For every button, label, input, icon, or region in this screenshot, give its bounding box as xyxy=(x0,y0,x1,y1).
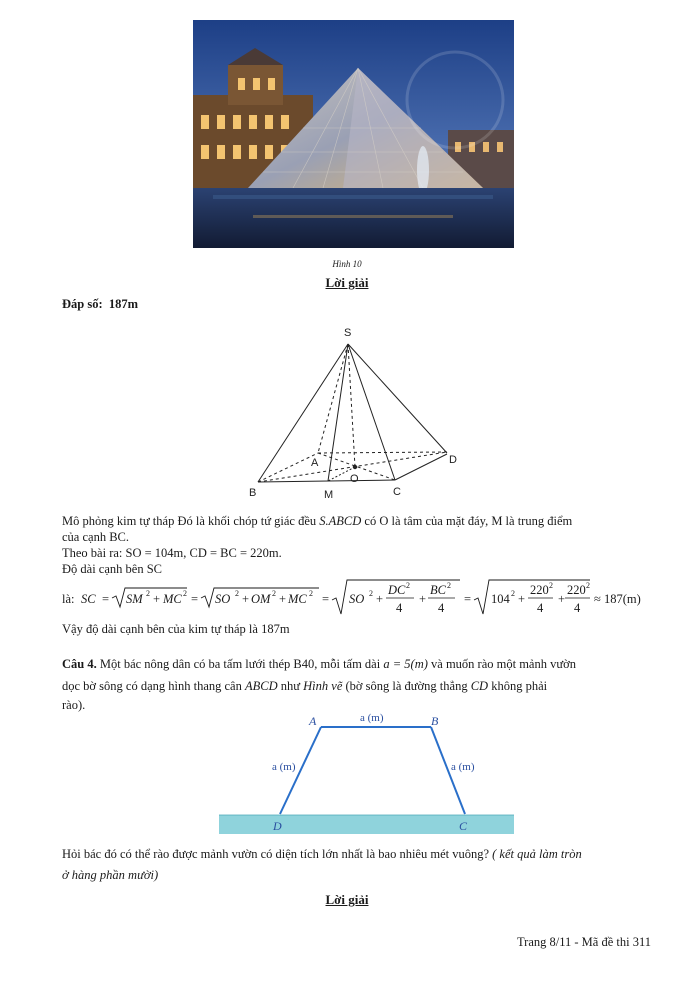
svg-text:+: + xyxy=(279,592,287,606)
label-right-a: a (m) xyxy=(451,761,475,773)
svg-text:+: + xyxy=(376,592,384,606)
desc-line-1: Mô phỏng kim tự tháp Đó là khối chóp tứ giác đều S.ABCD có O là tâm của mặt đáy, M là trung điểm xyxy=(62,514,573,528)
trapezoid-diagram xyxy=(219,708,514,838)
svg-text:=: = xyxy=(464,592,472,606)
question-4-line-2: dọc bờ sông có dạng hình thang cân ABCD như Hình vẽ (bờ sông là đường thẳng CD không phải xyxy=(62,679,548,693)
svg-text:2: 2 xyxy=(183,589,187,598)
svg-text:SC: SC xyxy=(81,592,96,606)
svg-text:4: 4 xyxy=(537,601,544,615)
label-trap-a: A xyxy=(309,714,317,728)
answer-label: Đáp số: xyxy=(62,297,103,311)
label-top-a: a (m) xyxy=(360,712,384,724)
label-d: D xyxy=(449,454,457,466)
label-b: B xyxy=(249,487,257,499)
label-left-a: a (m) xyxy=(272,761,296,773)
pyramid-diagram xyxy=(240,322,470,504)
desc-line-2: của cạnh BC. xyxy=(62,530,129,544)
point-o xyxy=(353,465,357,469)
svg-text:DC: DC xyxy=(388,583,406,597)
question-4-line-3: rào). xyxy=(62,698,86,712)
answer-line xyxy=(62,296,138,312)
svg-text:4: 4 xyxy=(396,601,403,615)
svg-text:là:: là: xyxy=(62,592,75,606)
edge-sd xyxy=(348,344,447,453)
svg-text:+: + xyxy=(419,592,427,606)
desc-line-4: Độ dài cạnh bên SC xyxy=(62,562,162,576)
svg-text:SO: SO xyxy=(349,592,365,606)
svg-text:4: 4 xyxy=(438,601,445,615)
svg-text:=: = xyxy=(102,592,110,606)
label-s: S xyxy=(344,327,352,339)
question-4-line-1: Câu 4. Một bác nông dân có ba tấm lưới thép B40, mỗi tấm dài a = 5(m) và muốn rào một mảnh vườn xyxy=(62,657,576,671)
svg-text:104: 104 xyxy=(491,592,510,606)
svg-text:+: + xyxy=(558,592,566,606)
river-bank xyxy=(219,815,514,834)
svg-text:2: 2 xyxy=(549,581,553,590)
label-trap-c: C xyxy=(459,819,468,833)
label-trap-d: D xyxy=(273,819,282,833)
label-c: C xyxy=(393,486,401,498)
label-trap-b: B xyxy=(431,714,439,728)
page-footer: Trang 8/11 - Mã đề thi 311 xyxy=(516,935,651,949)
question-4-ask-line-1: Hỏi bác đó có thể rào được mảnh vườn có diện tích lớn nhất là bao nhiêu mét vuông? ( kết quả làm tròn xyxy=(62,847,582,861)
svg-text:SO: SO xyxy=(215,592,231,606)
edge-cd xyxy=(395,454,447,480)
svg-text:220: 220 xyxy=(530,583,549,597)
svg-text:2: 2 xyxy=(511,589,515,598)
svg-text:2: 2 xyxy=(586,581,590,590)
desc-line-3: Theo bài ra: SO = 104m, CD = BC = 220m. xyxy=(62,546,282,560)
svg-text:+: + xyxy=(242,592,250,606)
svg-text:BC: BC xyxy=(430,583,446,597)
edge-ad xyxy=(318,452,447,453)
label-o: O xyxy=(350,473,359,485)
question-label: Câu 4. xyxy=(62,657,97,671)
svg-text:2: 2 xyxy=(369,589,373,598)
svg-text:MC: MC xyxy=(163,592,182,606)
svg-text:+: + xyxy=(153,592,161,606)
svg-text:2: 2 xyxy=(146,589,150,598)
figure-caption: Hình 10 xyxy=(332,259,362,269)
svg-text:≈ 187(m): ≈ 187(m) xyxy=(594,592,641,606)
formula-sc xyxy=(62,578,662,618)
question-4-ask-line-2: ở hàng phần mười) xyxy=(62,868,159,882)
svg-text:4: 4 xyxy=(574,601,581,615)
svg-text:=: = xyxy=(322,592,330,606)
label-a: A xyxy=(311,457,319,469)
answer-value: 187m xyxy=(108,297,139,311)
edge-sa xyxy=(318,344,348,453)
svg-text:2: 2 xyxy=(272,589,276,598)
svg-text:=: = xyxy=(191,592,199,606)
svg-text:SM: SM xyxy=(126,592,143,606)
louvre-pyramid-photo xyxy=(193,20,514,248)
svg-text:2: 2 xyxy=(235,589,239,598)
solution-heading-2: Lời giải xyxy=(325,892,369,907)
svg-text:+: + xyxy=(518,592,526,606)
edge-bc xyxy=(258,480,395,482)
edge-sb xyxy=(258,344,348,482)
svg-text:2: 2 xyxy=(447,581,451,590)
svg-text:2: 2 xyxy=(406,581,410,590)
conclusion-line: Vậy độ dài cạnh bên của kim tự tháp là 187m xyxy=(62,622,290,636)
label-m: M xyxy=(324,489,334,501)
svg-text:220: 220 xyxy=(567,583,586,597)
svg-text:OM: OM xyxy=(251,592,271,606)
svg-text:MC: MC xyxy=(288,592,307,606)
apothem-sm xyxy=(328,344,348,481)
svg-text:2: 2 xyxy=(309,589,313,598)
solution-heading: Lời giải xyxy=(325,275,369,290)
